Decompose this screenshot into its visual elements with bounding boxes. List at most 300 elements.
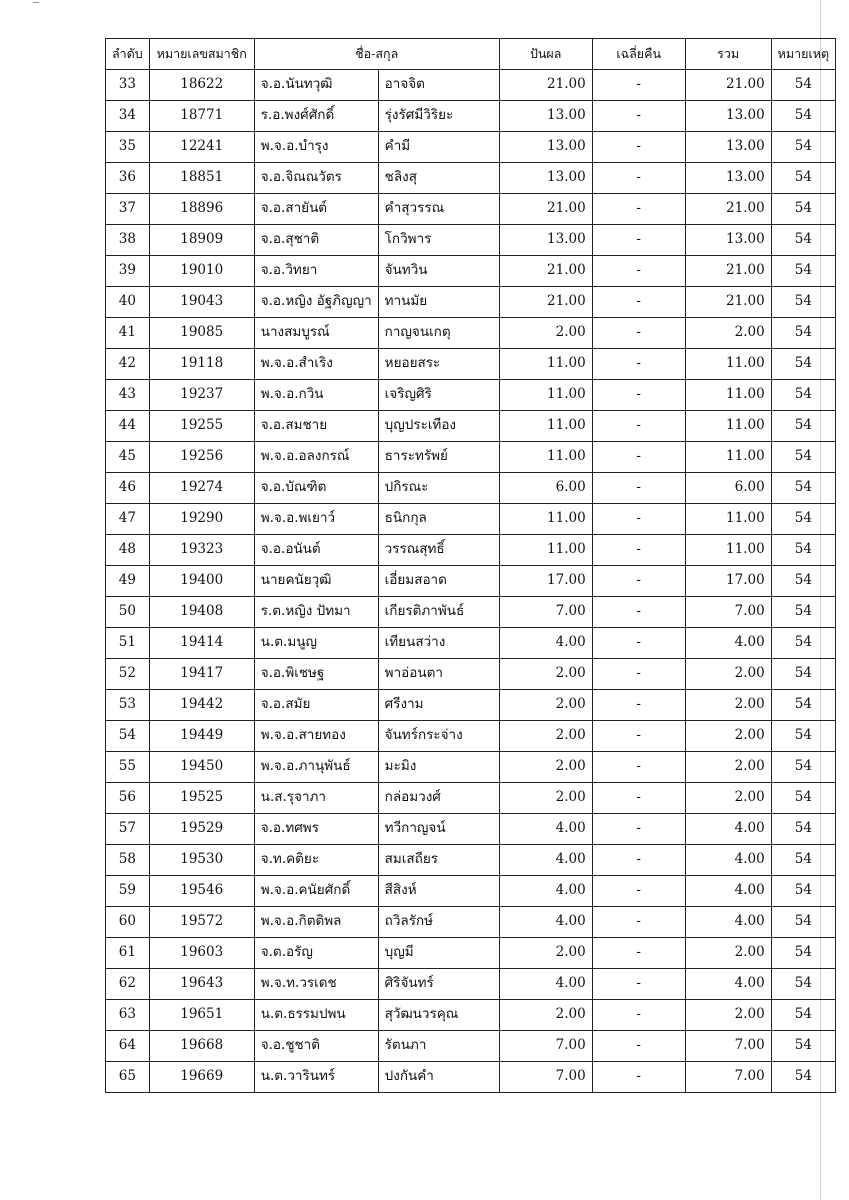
total-value: 13.00: [685, 163, 771, 194]
row-number: 55: [106, 752, 150, 783]
member-id: 19408: [149, 597, 254, 628]
row-number: 63: [106, 1000, 150, 1031]
table-row: [106, 876, 836, 907]
first-name: นายคนัยวุฒิ: [254, 566, 378, 597]
dividend-value: 21.00: [499, 70, 592, 101]
first-name: น.ต.วารินทร์: [254, 1062, 378, 1093]
dividend-value: 11.00: [499, 504, 592, 535]
first-name: พ.จ.อ.สายทอง: [254, 721, 378, 752]
remark-value: 54: [771, 721, 835, 752]
member-id: 19274: [149, 473, 254, 504]
total-value: 21.00: [685, 256, 771, 287]
rebate-value: -: [592, 1062, 685, 1093]
rebate-value: -: [592, 101, 685, 132]
row-number: 42: [106, 349, 150, 380]
table-row: [106, 318, 836, 349]
member-id: 19417: [149, 659, 254, 690]
member-id: 19118: [149, 349, 254, 380]
last-name: เทียนสว่าง: [378, 628, 499, 659]
table-row: [106, 504, 836, 535]
last-name: เอี่ยมสอาด: [378, 566, 499, 597]
member-id: 19085: [149, 318, 254, 349]
rebate-value: -: [592, 938, 685, 969]
table-row: [106, 380, 836, 411]
table-row: [106, 225, 836, 256]
remark-value: 54: [771, 411, 835, 442]
dividend-value: 7.00: [499, 1031, 592, 1062]
remark-value: 54: [771, 1000, 835, 1031]
header-name: ชื่อ-สกุล: [254, 39, 499, 70]
remark-value: 54: [771, 163, 835, 194]
member-id: 19450: [149, 752, 254, 783]
remark-value: 54: [771, 442, 835, 473]
first-name: พ.จ.อ.คนัยศักดิ์: [254, 876, 378, 907]
member-id: 19651: [149, 1000, 254, 1031]
row-number: 53: [106, 690, 150, 721]
last-name: ทวีกาญจน์: [378, 814, 499, 845]
last-name: รุ่งรัศมีวิริยะ: [378, 101, 499, 132]
table-row: [106, 752, 836, 783]
row-number: 43: [106, 380, 150, 411]
total-value: 13.00: [685, 101, 771, 132]
first-name: พ.จ.อ.บำรุง: [254, 132, 378, 163]
row-number: 62: [106, 969, 150, 1000]
first-name: จ.อ.ทศพร: [254, 814, 378, 845]
table-row: [106, 566, 836, 597]
dividend-value: 2.00: [499, 752, 592, 783]
table-row: [106, 659, 836, 690]
table-row: [106, 969, 836, 1000]
rebate-value: -: [592, 845, 685, 876]
header-member-id: หมายเลขสมาชิก: [149, 39, 254, 70]
table-row: [106, 907, 836, 938]
remark-value: 54: [771, 1062, 835, 1093]
table-row: [106, 938, 836, 969]
last-name: สมเสถียร: [378, 845, 499, 876]
member-id: 19529: [149, 814, 254, 845]
remark-value: 54: [771, 659, 835, 690]
table-row: [106, 411, 836, 442]
remark-value: 54: [771, 876, 835, 907]
last-name: ศรีงาม: [378, 690, 499, 721]
member-id: 19414: [149, 628, 254, 659]
table-row: [106, 101, 836, 132]
total-value: 13.00: [685, 132, 771, 163]
dividend-value: 4.00: [499, 845, 592, 876]
remark-value: 54: [771, 566, 835, 597]
remark-value: 54: [771, 690, 835, 721]
table-row: [106, 473, 836, 504]
total-value: 11.00: [685, 504, 771, 535]
dividend-value: 21.00: [499, 287, 592, 318]
remark-value: 54: [771, 225, 835, 256]
last-name: คำมี: [378, 132, 499, 163]
remark-value: 54: [771, 70, 835, 101]
rebate-value: -: [592, 1000, 685, 1031]
dividend-value: 2.00: [499, 318, 592, 349]
row-number: 41: [106, 318, 150, 349]
last-name: พาอ่อนตา: [378, 659, 499, 690]
member-id: 19237: [149, 380, 254, 411]
remark-value: 54: [771, 132, 835, 163]
remark-value: 54: [771, 1031, 835, 1062]
row-number: 34: [106, 101, 150, 132]
dividend-value: 2.00: [499, 690, 592, 721]
table-row: [106, 287, 836, 318]
remark-value: 54: [771, 845, 835, 876]
dividend-value: 2.00: [499, 721, 592, 752]
member-id: 18896: [149, 194, 254, 225]
last-name: เจริญศิริ: [378, 380, 499, 411]
table-header-row: [106, 39, 836, 70]
member-id: 18622: [149, 70, 254, 101]
rebate-value: -: [592, 814, 685, 845]
row-number: 64: [106, 1031, 150, 1062]
row-number: 40: [106, 287, 150, 318]
member-id: 18771: [149, 101, 254, 132]
dividend-value: 21.00: [499, 194, 592, 225]
dividend-value: 11.00: [499, 411, 592, 442]
total-value: 2.00: [685, 783, 771, 814]
last-name: ธาระทรัพย์: [378, 442, 499, 473]
rebate-value: -: [592, 907, 685, 938]
row-number: 39: [106, 256, 150, 287]
row-number: 48: [106, 535, 150, 566]
total-value: 11.00: [685, 380, 771, 411]
dividend-value: 4.00: [499, 969, 592, 1000]
dividend-value: 4.00: [499, 907, 592, 938]
row-number: 49: [106, 566, 150, 597]
remark-value: 54: [771, 504, 835, 535]
rebate-value: -: [592, 597, 685, 628]
dividend-value: 13.00: [499, 163, 592, 194]
rebate-value: -: [592, 1031, 685, 1062]
last-name: ถวิลรักษ์: [378, 907, 499, 938]
dividend-value: 17.00: [499, 566, 592, 597]
table-row: [106, 721, 836, 752]
dividend-value: 2.00: [499, 783, 592, 814]
member-id: 19255: [149, 411, 254, 442]
first-name: จ.อ.นันทวุฒิ: [254, 70, 378, 101]
member-id: 12241: [149, 132, 254, 163]
last-name: จันทร์กระจ่าง: [378, 721, 499, 752]
total-value: 2.00: [685, 721, 771, 752]
row-number: 38: [106, 225, 150, 256]
dividend-value: 4.00: [499, 814, 592, 845]
row-number: 33: [106, 70, 150, 101]
rebate-value: -: [592, 318, 685, 349]
rebate-value: -: [592, 442, 685, 473]
member-id: 19323: [149, 535, 254, 566]
dividend-value: 6.00: [499, 473, 592, 504]
total-value: 7.00: [685, 1062, 771, 1093]
total-value: 11.00: [685, 535, 771, 566]
first-name: พ.จ.อ.อลงกรณ์: [254, 442, 378, 473]
member-id: 19603: [149, 938, 254, 969]
total-value: 4.00: [685, 814, 771, 845]
rebate-value: -: [592, 566, 685, 597]
table-row: [106, 814, 836, 845]
rebate-value: -: [592, 473, 685, 504]
table-row: [106, 194, 836, 225]
last-name: ศิริจันทร์: [378, 969, 499, 1000]
dividend-value: 21.00: [499, 256, 592, 287]
first-name: นางสมบูรณ์: [254, 318, 378, 349]
first-name: จ.อ.พิเชษฐ: [254, 659, 378, 690]
last-name: จันทวิน: [378, 256, 499, 287]
row-number: 59: [106, 876, 150, 907]
member-id: 19010: [149, 256, 254, 287]
member-dividend-table: [105, 38, 836, 1093]
first-name: พ.จ.อ.พเยาว์: [254, 504, 378, 535]
rebate-value: -: [592, 504, 685, 535]
first-name: พ.จ.อ.ภานุพันธ์: [254, 752, 378, 783]
last-name: บุญประเทือง: [378, 411, 499, 442]
member-id: 19449: [149, 721, 254, 752]
table-row: [106, 70, 836, 101]
first-name: พ.จ.ท.วรเดช: [254, 969, 378, 1000]
remark-value: 54: [771, 380, 835, 411]
member-id: 19290: [149, 504, 254, 535]
remark-value: 54: [771, 597, 835, 628]
table-row: [106, 628, 836, 659]
first-name: จ.อ.บัณฑิต: [254, 473, 378, 504]
member-id: 18851: [149, 163, 254, 194]
member-id: 19669: [149, 1062, 254, 1093]
header-remark: หมายเหตุ: [771, 39, 835, 70]
remark-value: 54: [771, 628, 835, 659]
first-name: จ.อ.ชูชาติ: [254, 1031, 378, 1062]
first-name: จ.อ.สมชาย: [254, 411, 378, 442]
first-name: น.ต.ธรรมปพน: [254, 1000, 378, 1031]
row-number: 47: [106, 504, 150, 535]
last-name: เกียรติภาพันธ์: [378, 597, 499, 628]
member-id: 19442: [149, 690, 254, 721]
rebate-value: -: [592, 721, 685, 752]
last-name: ปงกันคำ: [378, 1062, 499, 1093]
dividend-value: 13.00: [499, 132, 592, 163]
total-value: 2.00: [685, 938, 771, 969]
first-name: จ.อ.หญิง อัฐภิญญา: [254, 287, 378, 318]
rebate-value: -: [592, 535, 685, 566]
header-rebate: เฉลี่ยคืน: [592, 39, 685, 70]
first-name: จ.อ.อนันต์: [254, 535, 378, 566]
rebate-value: -: [592, 969, 685, 1000]
total-value: 2.00: [685, 318, 771, 349]
rebate-value: -: [592, 659, 685, 690]
remark-value: 54: [771, 907, 835, 938]
table-row: [106, 442, 836, 473]
remark-value: 54: [771, 752, 835, 783]
member-id: 19043: [149, 287, 254, 318]
last-name: ธนิกกุล: [378, 504, 499, 535]
rebate-value: -: [592, 628, 685, 659]
rebate-value: -: [592, 287, 685, 318]
last-name: คำสุวรรณ: [378, 194, 499, 225]
row-number: 57: [106, 814, 150, 845]
first-name: ร.ต.หญิง ปัทมา: [254, 597, 378, 628]
table-row: [106, 690, 836, 721]
first-name: จ.อ.จิณณวัตร: [254, 163, 378, 194]
row-number: 46: [106, 473, 150, 504]
total-value: 7.00: [685, 597, 771, 628]
last-name: บุญมี: [378, 938, 499, 969]
first-name: พ.จ.อ.สำเริง: [254, 349, 378, 380]
table-row: [106, 1031, 836, 1062]
last-name: อาจจิต: [378, 70, 499, 101]
total-value: 11.00: [685, 349, 771, 380]
total-value: 21.00: [685, 287, 771, 318]
row-number: 35: [106, 132, 150, 163]
table-row: [106, 1062, 836, 1093]
last-name: ปกิรณะ: [378, 473, 499, 504]
member-id: 19546: [149, 876, 254, 907]
rebate-value: -: [592, 163, 685, 194]
dividend-value: 11.00: [499, 349, 592, 380]
remark-value: 54: [771, 101, 835, 132]
header-dividend: ปันผล: [499, 39, 592, 70]
row-number: 44: [106, 411, 150, 442]
total-value: 17.00: [685, 566, 771, 597]
dividend-value: 11.00: [499, 535, 592, 566]
dividend-value: 2.00: [499, 938, 592, 969]
row-number: 37: [106, 194, 150, 225]
total-value: 11.00: [685, 411, 771, 442]
total-value: 6.00: [685, 473, 771, 504]
rebate-value: -: [592, 380, 685, 411]
row-number: 54: [106, 721, 150, 752]
table-row: [106, 597, 836, 628]
last-name: ทานมัย: [378, 287, 499, 318]
rebate-value: -: [592, 132, 685, 163]
table-row: [106, 535, 836, 566]
last-name: กาญจนเกตุ: [378, 318, 499, 349]
remark-value: 54: [771, 535, 835, 566]
last-name: วรรณสุทธิ์: [378, 535, 499, 566]
dividend-value: 13.00: [499, 101, 592, 132]
total-value: 11.00: [685, 442, 771, 473]
dividend-value: 7.00: [499, 597, 592, 628]
first-name: น.ส.รุจาภา: [254, 783, 378, 814]
first-name: จ.อ.สมัย: [254, 690, 378, 721]
last-name: สีสิงห์: [378, 876, 499, 907]
row-number: 50: [106, 597, 150, 628]
first-name: จ.ต.อรัญ: [254, 938, 378, 969]
dividend-value: 7.00: [499, 1062, 592, 1093]
member-id: 19400: [149, 566, 254, 597]
row-number: 58: [106, 845, 150, 876]
total-value: 4.00: [685, 628, 771, 659]
total-value: 4.00: [685, 876, 771, 907]
row-number: 56: [106, 783, 150, 814]
total-value: 2.00: [685, 690, 771, 721]
first-name: น.ต.มนูญ: [254, 628, 378, 659]
last-name: รัตนภา: [378, 1031, 499, 1062]
member-id: 19572: [149, 907, 254, 938]
scan-mark: [33, 2, 39, 6]
first-name: พ.จ.อ.กวิน: [254, 380, 378, 411]
remark-value: 54: [771, 783, 835, 814]
remark-value: 54: [771, 969, 835, 1000]
member-id: 19525: [149, 783, 254, 814]
rebate-value: -: [592, 876, 685, 907]
rebate-value: -: [592, 690, 685, 721]
total-value: 21.00: [685, 194, 771, 225]
rebate-value: -: [592, 752, 685, 783]
table-row: [106, 1000, 836, 1031]
remark-value: 54: [771, 938, 835, 969]
remark-value: 54: [771, 287, 835, 318]
last-name: หยอยสระ: [378, 349, 499, 380]
dividend-value: 2.00: [499, 1000, 592, 1031]
table-row: [106, 349, 836, 380]
dividend-value: 11.00: [499, 442, 592, 473]
last-name: สุวัฒนวรคุณ: [378, 1000, 499, 1031]
table-row: [106, 163, 836, 194]
total-value: 2.00: [685, 1000, 771, 1031]
total-value: 4.00: [685, 907, 771, 938]
last-name: กล่อมวงศ์: [378, 783, 499, 814]
row-number: 51: [106, 628, 150, 659]
total-value: 7.00: [685, 1031, 771, 1062]
total-value: 4.00: [685, 969, 771, 1000]
dividend-value: 13.00: [499, 225, 592, 256]
member-id: 19668: [149, 1031, 254, 1062]
last-name: โกวิพาร: [378, 225, 499, 256]
row-number: 65: [106, 1062, 150, 1093]
rebate-value: -: [592, 256, 685, 287]
total-value: 2.00: [685, 659, 771, 690]
header-total: รวม: [685, 39, 771, 70]
rebate-value: -: [592, 70, 685, 101]
table-body: [106, 70, 836, 1093]
header-no: ลำดับ: [106, 39, 150, 70]
last-name: มะมิง: [378, 752, 499, 783]
first-name: จ.อ.สายันต์: [254, 194, 378, 225]
row-number: 61: [106, 938, 150, 969]
dividend-value: 11.00: [499, 380, 592, 411]
member-id: 19530: [149, 845, 254, 876]
table-row: [106, 132, 836, 163]
dividend-value: 4.00: [499, 876, 592, 907]
remark-value: 54: [771, 473, 835, 504]
member-id: 19643: [149, 969, 254, 1000]
table-row: [106, 845, 836, 876]
rebate-value: -: [592, 411, 685, 442]
table-row: [106, 256, 836, 287]
remark-value: 54: [771, 814, 835, 845]
last-name: ชลิงสุ: [378, 163, 499, 194]
total-value: 2.00: [685, 752, 771, 783]
remark-value: 54: [771, 256, 835, 287]
total-value: 21.00: [685, 70, 771, 101]
first-name: พ.จ.อ.กิตติพล: [254, 907, 378, 938]
total-value: 4.00: [685, 845, 771, 876]
first-name: จ.อ.สุชาติ: [254, 225, 378, 256]
rebate-value: -: [592, 225, 685, 256]
first-name: ร.อ.พงศ์ศักดิ์: [254, 101, 378, 132]
member-id: 19256: [149, 442, 254, 473]
rebate-value: -: [592, 194, 685, 225]
row-number: 45: [106, 442, 150, 473]
row-number: 60: [106, 907, 150, 938]
first-name: จ.ท.คติยะ: [254, 845, 378, 876]
table-row: [106, 783, 836, 814]
rebate-value: -: [592, 783, 685, 814]
first-name: จ.อ.วิทยา: [254, 256, 378, 287]
row-number: 36: [106, 163, 150, 194]
rebate-value: -: [592, 349, 685, 380]
